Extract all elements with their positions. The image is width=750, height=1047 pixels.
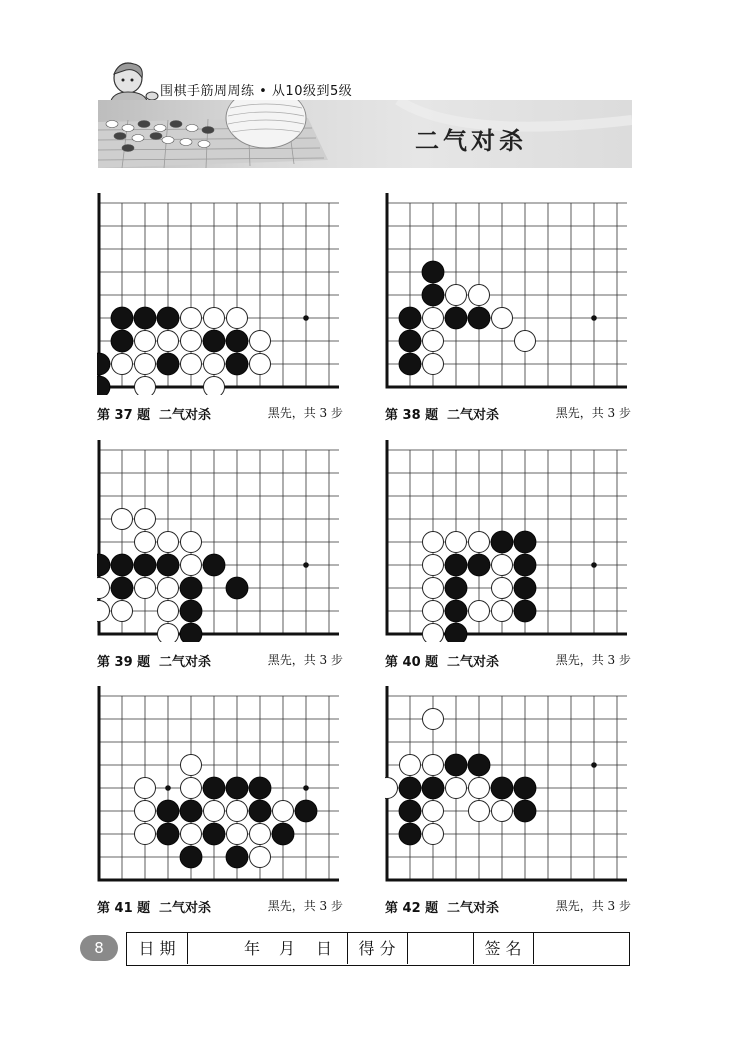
black-stone [514,531,536,553]
black-stone [295,800,317,822]
white-stone [423,824,444,845]
black-stone [226,577,248,599]
problem-42 [385,683,635,916]
black-stone [445,600,467,622]
black-stone [203,554,225,576]
star-point [591,315,597,321]
problem-number: 第 39 题 [97,655,151,670]
white-stone [423,578,444,599]
white-stone [446,778,467,799]
black-stone [226,330,248,352]
black-stone [157,307,179,329]
problem-instruction: 黑先，共 3 步 [555,653,631,667]
black-stone [97,554,110,576]
white-stone [135,354,156,375]
problem-theme: 二气对杀 [447,408,500,423]
year-label: 年 [243,939,260,958]
black-stone [97,376,110,395]
white-stone [158,331,179,352]
black-stone [445,577,467,599]
white-stone [227,824,248,845]
problem-caption [97,651,343,670]
white-stone [158,532,179,553]
black-stone [111,307,133,329]
black-stone [203,330,225,352]
record-table [126,932,630,966]
white-stone [423,331,444,352]
problem-number: 第 40 题 [385,655,439,670]
black-stone [514,554,536,576]
white-stone [492,555,513,576]
white-stone [204,377,225,396]
book-title: 围棋手筋周周练 • 从10级到5级 [160,84,353,99]
black-stone [445,554,467,576]
white-stone [135,377,156,396]
black-stone [399,823,421,845]
problem-39 [97,437,347,670]
white-stone [423,532,444,553]
white-stone [97,601,110,622]
signature-label: 签 名 [473,933,534,964]
black-stone [111,577,133,599]
star-point [303,562,309,568]
black-stone [399,353,421,375]
mascot-illustration [100,56,160,104]
black-stone [491,531,513,553]
score-label: 得 分 [347,933,408,964]
star-point [591,562,597,568]
go-board-diagram [97,437,347,642]
white-stone [181,555,202,576]
black-stone [468,307,490,329]
white-stone [135,824,156,845]
problem-instruction: 黑先，共 3 步 [267,406,343,420]
black-stone [134,307,156,329]
white-stone [250,354,271,375]
banner-go-board-illustration [98,100,632,168]
white-stone [204,801,225,822]
problem-theme: 二气对杀 [159,408,212,423]
black-stone [111,554,133,576]
problem-number: 第 38 题 [385,408,439,423]
black-stone [514,577,536,599]
black-stone [514,600,536,622]
white-stone [135,801,156,822]
black-stone [514,800,536,822]
black-stone [226,846,248,868]
black-stone [445,623,467,642]
white-stone [181,354,202,375]
problem-caption [385,651,631,670]
problem-41 [97,683,347,916]
white-stone [181,331,202,352]
black-stone [422,777,444,799]
black-stone [226,353,248,375]
black-stone [445,307,467,329]
white-stone [492,601,513,622]
problem-number: 第 37 题 [97,408,151,423]
problem-37 [97,190,347,423]
black-stone [514,777,536,799]
white-stone [446,285,467,306]
white-stone [158,601,179,622]
white-stone [250,824,271,845]
go-board-diagram [97,683,347,888]
white-stone [400,755,421,776]
white-stone [469,778,490,799]
black-stone [399,777,421,799]
black-stone [422,284,444,306]
black-stone [180,846,202,868]
black-stone [226,777,248,799]
go-board-diagram [385,190,635,395]
white-stone [423,755,444,776]
problem-instruction: 黑先，共 3 步 [555,899,631,913]
white-stone [158,578,179,599]
white-stone [385,778,398,799]
white-stone [515,331,536,352]
problem-theme: 二气对杀 [159,655,212,670]
black-stone [468,554,490,576]
signature-field[interactable] [533,933,629,964]
problem-caption [97,404,343,423]
black-stone [399,330,421,352]
star-point [303,785,309,791]
white-stone [423,709,444,730]
white-stone [135,578,156,599]
problem-instruction: 黑先，共 3 步 [267,899,343,913]
white-stone [181,778,202,799]
problem-38 [385,190,635,423]
white-stone [204,308,225,329]
white-stone [135,778,156,799]
white-stone [112,509,133,530]
problem-40 [385,437,635,670]
section-title: 二气对杀 [415,126,527,155]
problem-caption [385,897,631,916]
black-stone [249,800,271,822]
white-stone [469,601,490,622]
black-stone [134,554,156,576]
white-stone [250,847,271,868]
problem-instruction: 黑先，共 3 步 [267,653,343,667]
white-stone [181,308,202,329]
go-board-diagram [385,437,635,642]
white-stone [273,801,294,822]
problem-number: 第 42 题 [385,901,439,916]
white-stone [469,285,490,306]
white-stone [423,601,444,622]
problem-caption [385,404,631,423]
problem-theme: 二气对杀 [159,901,212,916]
black-stone [180,600,202,622]
black-stone [491,777,513,799]
black-stone [157,353,179,375]
white-stone [423,624,444,643]
white-stone [227,308,248,329]
score-field[interactable] [407,933,474,964]
page-number: 8 [80,935,118,961]
white-stone [181,824,202,845]
white-stone [227,801,248,822]
black-stone [445,754,467,776]
black-stone [203,777,225,799]
white-stone [469,801,490,822]
black-stone [157,823,179,845]
problem-theme: 二气对杀 [447,655,500,670]
problem-number: 第 41 题 [97,901,151,916]
white-stone [446,532,467,553]
white-stone [492,308,513,329]
white-stone [423,555,444,576]
go-board-diagram [97,190,347,395]
go-board-diagram [385,683,635,888]
white-stone [492,801,513,822]
star-point [303,315,309,321]
white-stone [181,755,202,776]
white-stone [423,308,444,329]
white-stone [135,331,156,352]
black-stone [97,353,110,375]
black-stone [399,307,421,329]
white-stone [135,509,156,530]
date-label: 日 期 [127,933,188,964]
section-banner [98,100,632,168]
problem-instruction: 黑先，共 3 步 [555,406,631,420]
problem-caption [97,897,343,916]
black-stone [203,823,225,845]
black-stone [468,754,490,776]
white-stone [181,532,202,553]
white-stone [423,801,444,822]
black-stone [422,261,444,283]
black-stone [180,800,202,822]
black-stone [157,554,179,576]
star-point [165,785,171,791]
problem-theme: 二气对杀 [447,901,500,916]
white-stone [204,354,225,375]
white-stone [250,331,271,352]
white-stone [492,578,513,599]
month-label: 月 [278,939,295,958]
black-stone [180,623,202,642]
white-stone [135,532,156,553]
day-label: 日 [315,939,332,958]
black-stone [399,800,421,822]
black-stone [272,823,294,845]
white-stone [112,354,133,375]
black-stone [157,800,179,822]
star-point [591,762,597,768]
black-stone [180,577,202,599]
white-stone [112,601,133,622]
black-stone [249,777,271,799]
white-stone [97,578,110,599]
white-stone [158,624,179,643]
white-stone [423,354,444,375]
white-stone [469,532,490,553]
black-stone [111,330,133,352]
